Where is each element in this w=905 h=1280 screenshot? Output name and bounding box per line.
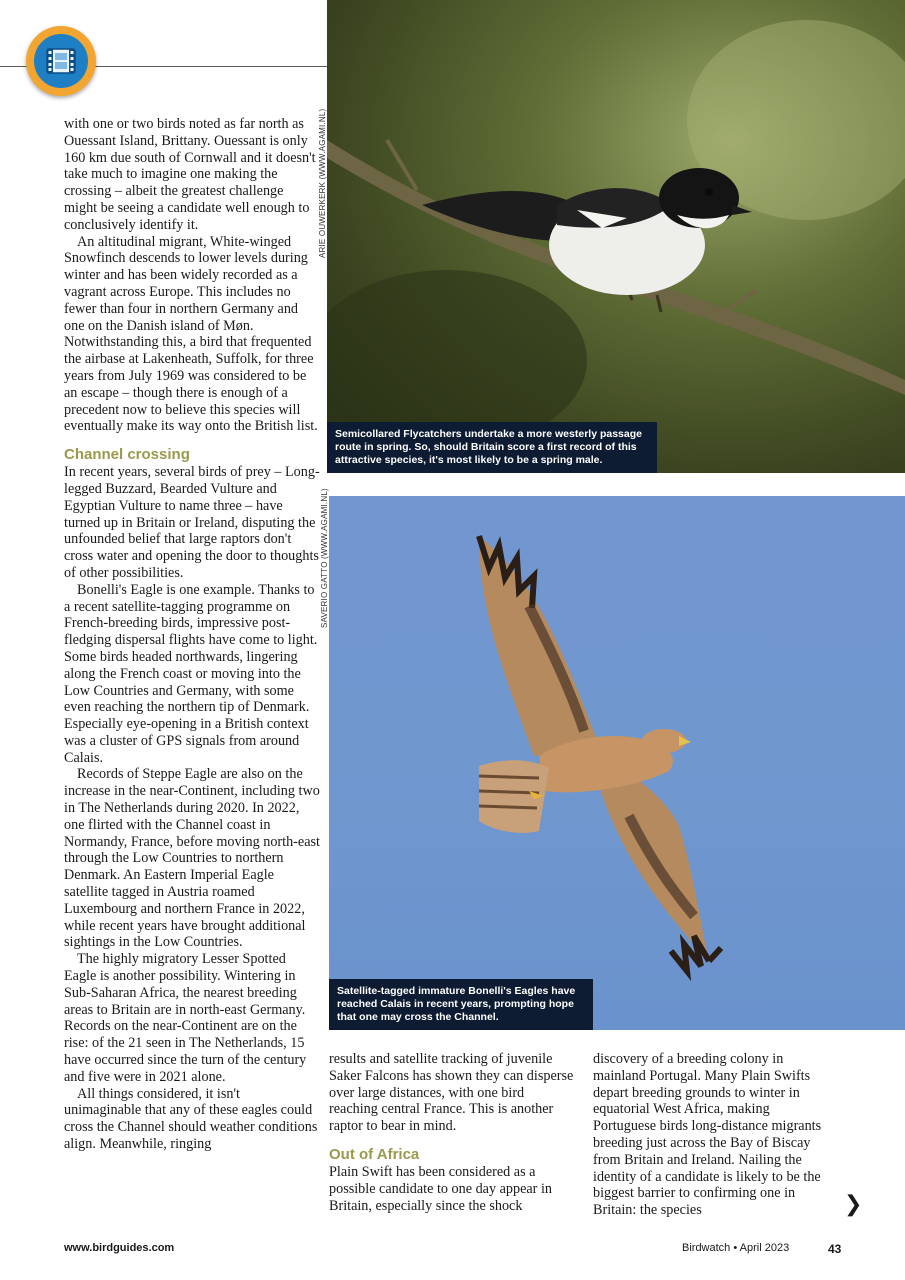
photo1-caption: Semicollared Flycatchers undertake a more westerly passage route in spring. So, should Britain score a first record of this attractive species, it's most likely to be a spring male. xyxy=(327,422,657,473)
paragraph: with one or two birds noted as far north as Ouessant Island, Brittany. Ouessant is only 160 km due south of Cornwall and it doesn't take much to imagine one making the crossing – albeit the greatest challenge might be seeing a candidate well enough to conclusively identify it. xyxy=(64,116,316,233)
section-heading-channel-crossing: Channel crossing xyxy=(64,446,190,464)
chevron-right-icon[interactable]: ❯ xyxy=(844,1192,863,1217)
eagle-photo xyxy=(329,496,905,1030)
article-column-3 xyxy=(593,1051,833,1219)
article-column-1 xyxy=(64,116,320,1153)
paragraph: An altitudinal migrant, White-winged Snowfinch descends to lower levels during winter and has been widely recorded as a vagrant across Europe. This includes no fewer than four in northern Germany and one on the Danish island of Møn. Notwithstanding this, a bird that frequented the airbase at Lakenheath, Suffolk, for three years from July 1969 was considered to be an escape – though there is enough of a precedent now to believe this species will eventually make its way onto the British list. xyxy=(64,233,318,435)
paragraph: Records of Steppe Eagle are also on the increase in the near-Continent, including two in The Netherlands during 2020. In 2022, one flirted with the Channel coast in Normandy, France, before moving north-east through the Low Countries to northern Denmark. An Eastern Imperial Eagle satellite tagged in Austria roamed Luxembourg and northern France in 2022, while recent years have brought additional sightings in the Low Countries. xyxy=(64,766,320,951)
paragraph: In recent years, several birds of prey – Long-legged Buzzard, Bearded Vulture and Egyptian Vulture to name three – have turned up in Britain or Ireland, disputing the unfounded belief that large raptors don't cross water and opening the door to thoughts of other possibilities. xyxy=(64,464,320,581)
article-column-2 xyxy=(329,1051,575,1214)
page-number: 43 xyxy=(828,1242,842,1256)
paragraph: results and satellite tracking of juvenile Saker Falcons has shown they can disperse over large distances, with one bird reaching central France. This is another raptor to bear in mind. xyxy=(329,1051,574,1135)
section-heading-out-of-africa: Out of Africa xyxy=(329,1145,420,1163)
paragraph: discovery of a breeding colony in mainland Portugal. Many Plain Swifts depart breeding grounds to winter in equatorial West Africa, making Portuguese birds long-distance migrants breeding just across the Bay of Biscay from Britain and Ireland. Nailing the identity of a candidate is likely to be the biggest barrier to confirming one in Britain: the species xyxy=(593,1051,822,1219)
paragraph: The highly migratory Lesser Spotted Eagle is another possibility. Wintering in Sub-Saharan Africa, the nearest breeding areas to Britain are in north-east Germany. Records on the near-Continent are on the rise: of the 21 seen in The Netherlands, 15 have occurred since the turn of the century and five were in 2021 alone. xyxy=(64,951,307,1085)
photo1-credit: ARIE OUWERKERK (WWW.AGAMI.NL) xyxy=(318,108,327,258)
footer-url[interactable]: www.birdguides.com xyxy=(64,1242,175,1254)
photo2-credit: SAVERIO GATTO (WWW.AGAMI.NL) xyxy=(320,488,329,628)
paragraph: All things considered, it isn't unimaginable that any of these eagles could cross the Channel should weather conditions align. Meanwhile, ringing xyxy=(64,1085,318,1153)
flycatcher-photo xyxy=(327,0,905,473)
photo2-caption: Satellite-tagged immature Bonelli's Eagles have reached Calais in recent years, prompting hope that one may cross the Channel. xyxy=(329,979,593,1030)
video-badge[interactable] xyxy=(26,26,96,96)
film-icon xyxy=(34,34,88,88)
paragraph: Bonelli's Eagle is one example. Thanks to a recent satellite-tagging programme on French-breeding birds, impressive post-fledging dispersal flights have come to light. Some birds headed northwards, lingering along the French coast or moving into the Low Countries and Germany, with some even reaching the northern tip of Denmark. Especially eye-opening in a British context was a cluster of GPS signals from around Calais. xyxy=(64,581,318,766)
footer-magazine: Birdwatch • April 2023 xyxy=(682,1242,790,1254)
paragraph: Plain Swift has been considered as a possible candidate to one day appear in Britain, especially since the shock xyxy=(329,1163,552,1214)
